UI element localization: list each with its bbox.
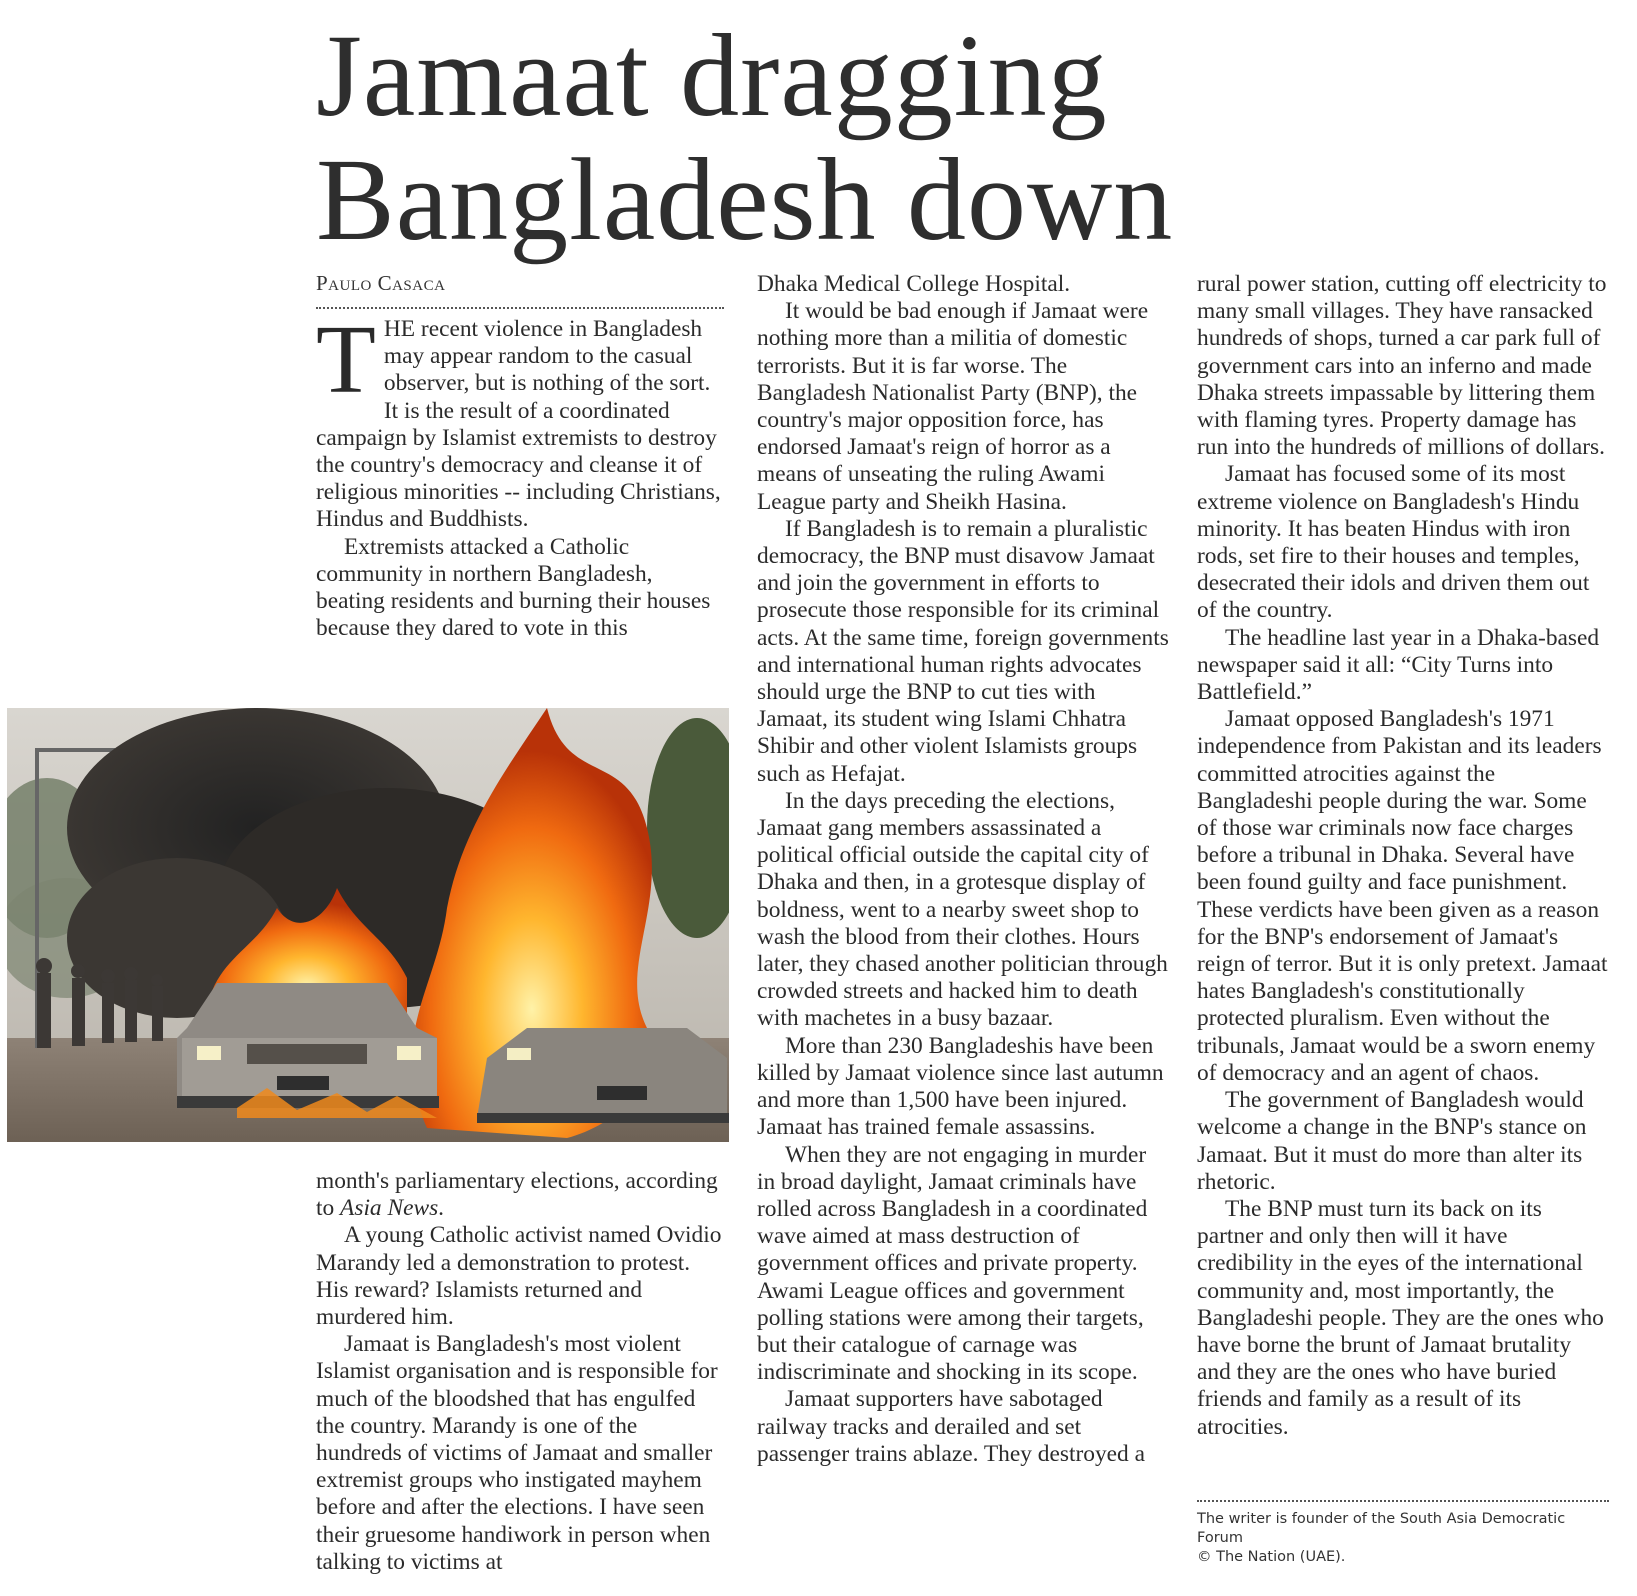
paragraph: Jamaat has focused some of its most extreme violence on Bangladesh's Hindu minority. It has beaten Hindus with iron rods, set fire to their houses and temples, desecrated their idols and driven them out of the country.: [1197, 461, 1590, 624]
paragraph: The headline last year in a Dhaka-based newspaper said it all: “City Turns into Battlefield.”: [1197, 624, 1600, 706]
publication-name: Asia News: [340, 1195, 439, 1222]
paragraph: The government of Bangladesh would welcome a change in the BNP's stance on Jamaat. But it must do more than alter its rhetoric.: [1197, 1087, 1587, 1195]
paragraph: Dhaka Medical College Hospital.: [757, 271, 1071, 297]
paragraph: THE recent violence in Bangladesh may appear random to the casual observer, but is nothing of the sort. It is the result of a coordinated campaign by Islamist extremists to destroy the country's democracy and cleanse it of religious minorities -- including Christians, Hindus and Buddhists.: [316, 306, 721, 533]
column-1-top: [316, 306, 726, 642]
headline-line-2: Bangladesh down: [316, 134, 1174, 265]
byline: Paulo Casaca: [316, 271, 724, 309]
headline-line-1: Jamaat dragging: [316, 10, 1108, 141]
paragraph: In the days preceding the elections, Jamaat gang members assassinated a political official outside the capital city of Dhaka and then, in a grotesque display of boldness, went to a nearby sweet shop to wash the blood from their clothes. Hours later, they chased another politician through crowded streets and hacked him to death with machetes in a busy bazaar.: [757, 787, 1168, 1032]
paragraph: More than 230 Bangladeshis have been killed by Jamaat violence since last autumn and more than 1,500 have been injured. Jamaat has trained female assassins.: [757, 1032, 1164, 1141]
paragraph: Jamaat is Bangladesh's most violent Islamist organisation and is responsible for much of the bloodshed that has engulfed the country. Marandy is one of the hundreds of victims of Jamaat and smaller extremist groups who instigated mayhem before and after the elections. I have seen their gruesome handiwork in person when talking to victims at: [316, 1331, 718, 1575]
column-3: [1197, 271, 1609, 1441]
paragraph: rural power station, cutting off electricity to many small villages. They have ransacked hundreds of shops, turned a car park full of government cars into an inferno and made Dhaka streets impassable by littering them with flaming tyres. Property damage has run into the hundreds of millions of dollars.: [1197, 271, 1607, 461]
column-2: [757, 271, 1169, 1468]
column-1-bottom: [316, 1168, 726, 1576]
burning-cars-photo: [7, 708, 729, 1142]
paragraph: The BNP must turn its back on its partner and only then will it have credibility in the eyes of the international community and, most importantly, the Bangladeshi people. They are the ones who have borne the brunt of Jamaat brutality and they are the ones who have buried friends and family as a result of its atrocities.: [1197, 1195, 1604, 1440]
paragraph: When they are not engaging in murder in broad daylight, Jamaat criminals have rolled across Bangladesh in a coordinated wave aimed at mass destruction of government offices and private property. Awami League offices and government polling stations were among their targets, but their catalogue of carnage was indiscriminate and shocking in its scope.: [757, 1141, 1148, 1386]
drop-cap: T: [316, 306, 376, 414]
copyright-notice: © The Nation (UAE).: [1197, 1549, 1346, 1565]
paragraph: Jamaat opposed Bangladesh's 1971 independence from Pakistan and its leaders committed atrocities against the Bangladeshi people during the war. Some of those war criminals now face charges before a tribunal in Dhaka. Several have been found guilty and face punishment. These verdicts have been given as a reason for the BNP's endorsement of Jamaat's reign of terror. But it is only pretext. Jamaat hates Bangladesh's constitutionally protected pluralism. Even without the tribunals, Jamaat would be a sworn enemy of democracy and an agent of chaos.: [1197, 706, 1608, 1086]
paragraph: It would be bad enough if Jamaat were nothing more than a militia of domestic terrorists. But it is far worse. The Bangladesh Nationalist Party (BNP), the country's major opposition force, has endorsed Jamaat's reign of horror as a means of unseating the ruling Awami League party and Sheikh Hasina.: [757, 298, 1149, 515]
paragraph: Extremists attacked a Catholic community in northern Bangladesh, beating residents and burning their houses because they dared to vote in this: [316, 533, 711, 642]
paragraph: Jamaat supporters have sabotaged railway tracks and derailed and set passenger trains ablaze. They destroyed a: [757, 1386, 1145, 1467]
paragraph: month's parliamentary elections, according to Asia News.: [316, 1168, 718, 1222]
author-footnote: [1197, 1500, 1609, 1567]
paragraph: If Bangladesh is to remain a pluralistic democracy, the BNP must disavow Jamaat and join the government in efforts to prosecute those responsible for its criminal acts. At the same time, foreign governments and international human rights advocates should urge the BNP to cut ties with Jamaat, its student wing Islami Chhatra Shibir and other violent Islamists groups such as Hefajat.: [757, 515, 1169, 787]
headline: [316, 10, 1616, 265]
paragraph: A young Catholic activist named Ovidio Marandy led a demonstration to protest. His reward? Islamists returned and murdered him.: [316, 1222, 722, 1331]
author-bio: The writer is founder of the South Asia Democratic Forum: [1197, 1511, 1566, 1546]
